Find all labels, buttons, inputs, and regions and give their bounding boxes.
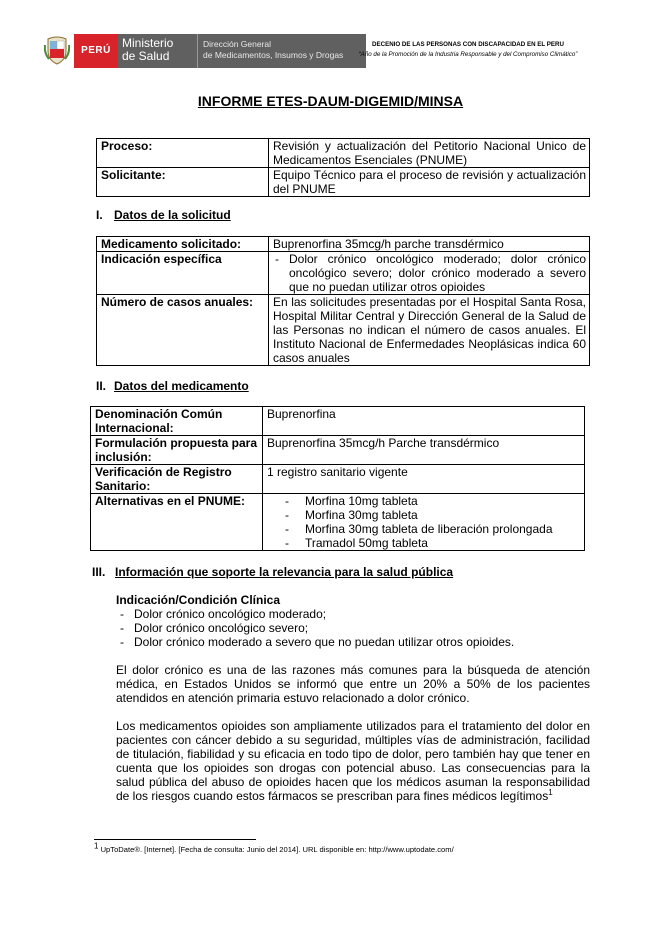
year-line: “Año de la Promoción de la Industria Responsable y del Compromiso Climático” xyxy=(358,51,578,58)
decade-line: DECENIO DE LAS PERSONAS CON DISCAPACIDAD EN EL PERU xyxy=(372,41,564,48)
footnote-ref: 1 xyxy=(548,788,553,797)
table-row xyxy=(97,295,590,366)
table-row xyxy=(91,436,585,465)
table-row xyxy=(91,465,585,494)
footnote-text: UpToDate®. [Internet]. [Fecha de consulta: Junio del 2014]. URL disponible en: http://www.uptodate.com/ xyxy=(100,845,454,854)
table-row xyxy=(97,237,590,252)
applicant-label: Solicitante: xyxy=(97,168,269,197)
list-item: - Dolor crónico moderado a severo que no puedan utilizar otros opioides. xyxy=(116,635,590,649)
paragraph-opioids: Los medicamentos opioides son ampliamente utilizados para el tratamiento del dolor en pacientes con cáncer debido a su seguridad, múltiples vías de administración, facilidad de titulación, fiabilidad y su eficacia en todo tipo de dolor, pero también hay que tener en cuenta que los opioides son drogas con potencial abuso. Las consecuencias para la salud pública del abuso de opioides hacen que los médicos asuman la responsabilidad de los riesgos cuando estos fármacos se prescriban para fines médicos legítimos$^1$ xyxy=(116,719,590,803)
table-row xyxy=(97,139,590,168)
logo-ministry-label: Ministerio de Salud xyxy=(118,34,198,68)
list-item: - Tramadol 50mg tableta xyxy=(267,536,581,550)
request-table xyxy=(96,236,590,366)
formulation-value: Buprenorfina 35mcg/h Parche transdérmico xyxy=(263,436,585,465)
process-value: Revisión y actualización del Petitorio Nacional Unico de Medicamentos Esenciales (PNUME) xyxy=(269,139,590,168)
list-item: - Dolor crónico oncológico severo; xyxy=(116,621,590,635)
logo-peru-label: PERÚ xyxy=(74,34,118,68)
footnote-marker: 1 xyxy=(94,841,99,851)
clinical-condition-block xyxy=(116,593,590,649)
requested-drug-value: Buprenorfina 35mcg/h parche transdérmico xyxy=(269,237,590,252)
registry-value: 1 registro sanitario vigente xyxy=(263,465,585,494)
dci-label: Denominación Común Internacional: xyxy=(91,407,263,436)
list-item: - Morfina 30mg tableta de liberación prolongada xyxy=(267,522,581,536)
registry-label: Verificación de Registro Sanitario: xyxy=(91,465,263,494)
annual-cases-value: En las solicitudes presentadas por el Hospital Santa Rosa, Hospital Militar Central y Dirección General de la Salud de las Personas no indican el número de casos anuales. El Instituto Nacional de Enfermedades Neoplásicas indica 60 casos anuales xyxy=(269,295,590,366)
requested-drug-label: Medicamento solicitado: xyxy=(97,237,269,252)
list-item: - Dolor crónico oncológico moderado; dolor crónico oncológico severo; dolor crónico moderado a severo que no puedan utilizar otros opioides xyxy=(273,252,586,294)
indication-label: Indicación específica xyxy=(97,252,269,295)
annual-cases-label: Número de casos anuales: xyxy=(97,295,269,366)
logo-direction-label: Dirección General de Medicamentos, Insumos y Drogas xyxy=(198,34,366,68)
dci-value: Buprenorfina xyxy=(263,407,585,436)
condition-list xyxy=(116,607,590,649)
alternatives-value xyxy=(263,494,585,551)
process-table xyxy=(96,138,590,197)
process-label: Proceso: xyxy=(97,139,269,168)
paragraph-chronic-pain: El dolor crónico es una de las razones más comunes para la búsqueda de atención médica, en Estados Unidos se informó que entre un 20% a 50% de los pacientes atendidos en atención primaria estuvo relacionado a dolor crónico. xyxy=(116,663,590,705)
coat-of-arms-icon xyxy=(44,35,70,65)
clinical-condition-heading: Indicación/Condición Clínica xyxy=(116,593,281,607)
document-title: INFORME ETES-DAUM-DIGEMID/MINSA xyxy=(197,93,464,109)
alternatives-label: Alternativas en el PNUME: xyxy=(91,494,263,551)
section-3-heading: III. Información que soporte la relevancia para la salud pública xyxy=(92,565,454,579)
section-1-heading: I. Datos de la solicitud xyxy=(96,208,231,222)
formulation-label: Formulación propuesta para inclusión: xyxy=(91,436,263,465)
section-2-heading: II. Datos del medicamento xyxy=(96,379,249,393)
table-row xyxy=(91,494,585,551)
footnote xyxy=(94,841,454,855)
drug-data-table xyxy=(90,406,585,551)
page-header xyxy=(44,34,624,68)
table-row xyxy=(97,168,590,197)
applicant-value: Equipo Técnico para el proceso de revisión y actualización del PNUME xyxy=(269,168,590,197)
footnote-separator xyxy=(94,839,256,840)
list-item: - Dolor crónico oncológico moderado; xyxy=(116,607,590,621)
list-item: - Morfina 30mg tableta xyxy=(267,508,581,522)
list-item: - Morfina 10mg tableta xyxy=(267,494,581,508)
table-row xyxy=(91,407,585,436)
table-row xyxy=(97,252,590,295)
indication-value xyxy=(269,252,590,295)
header-slogan xyxy=(318,40,618,60)
